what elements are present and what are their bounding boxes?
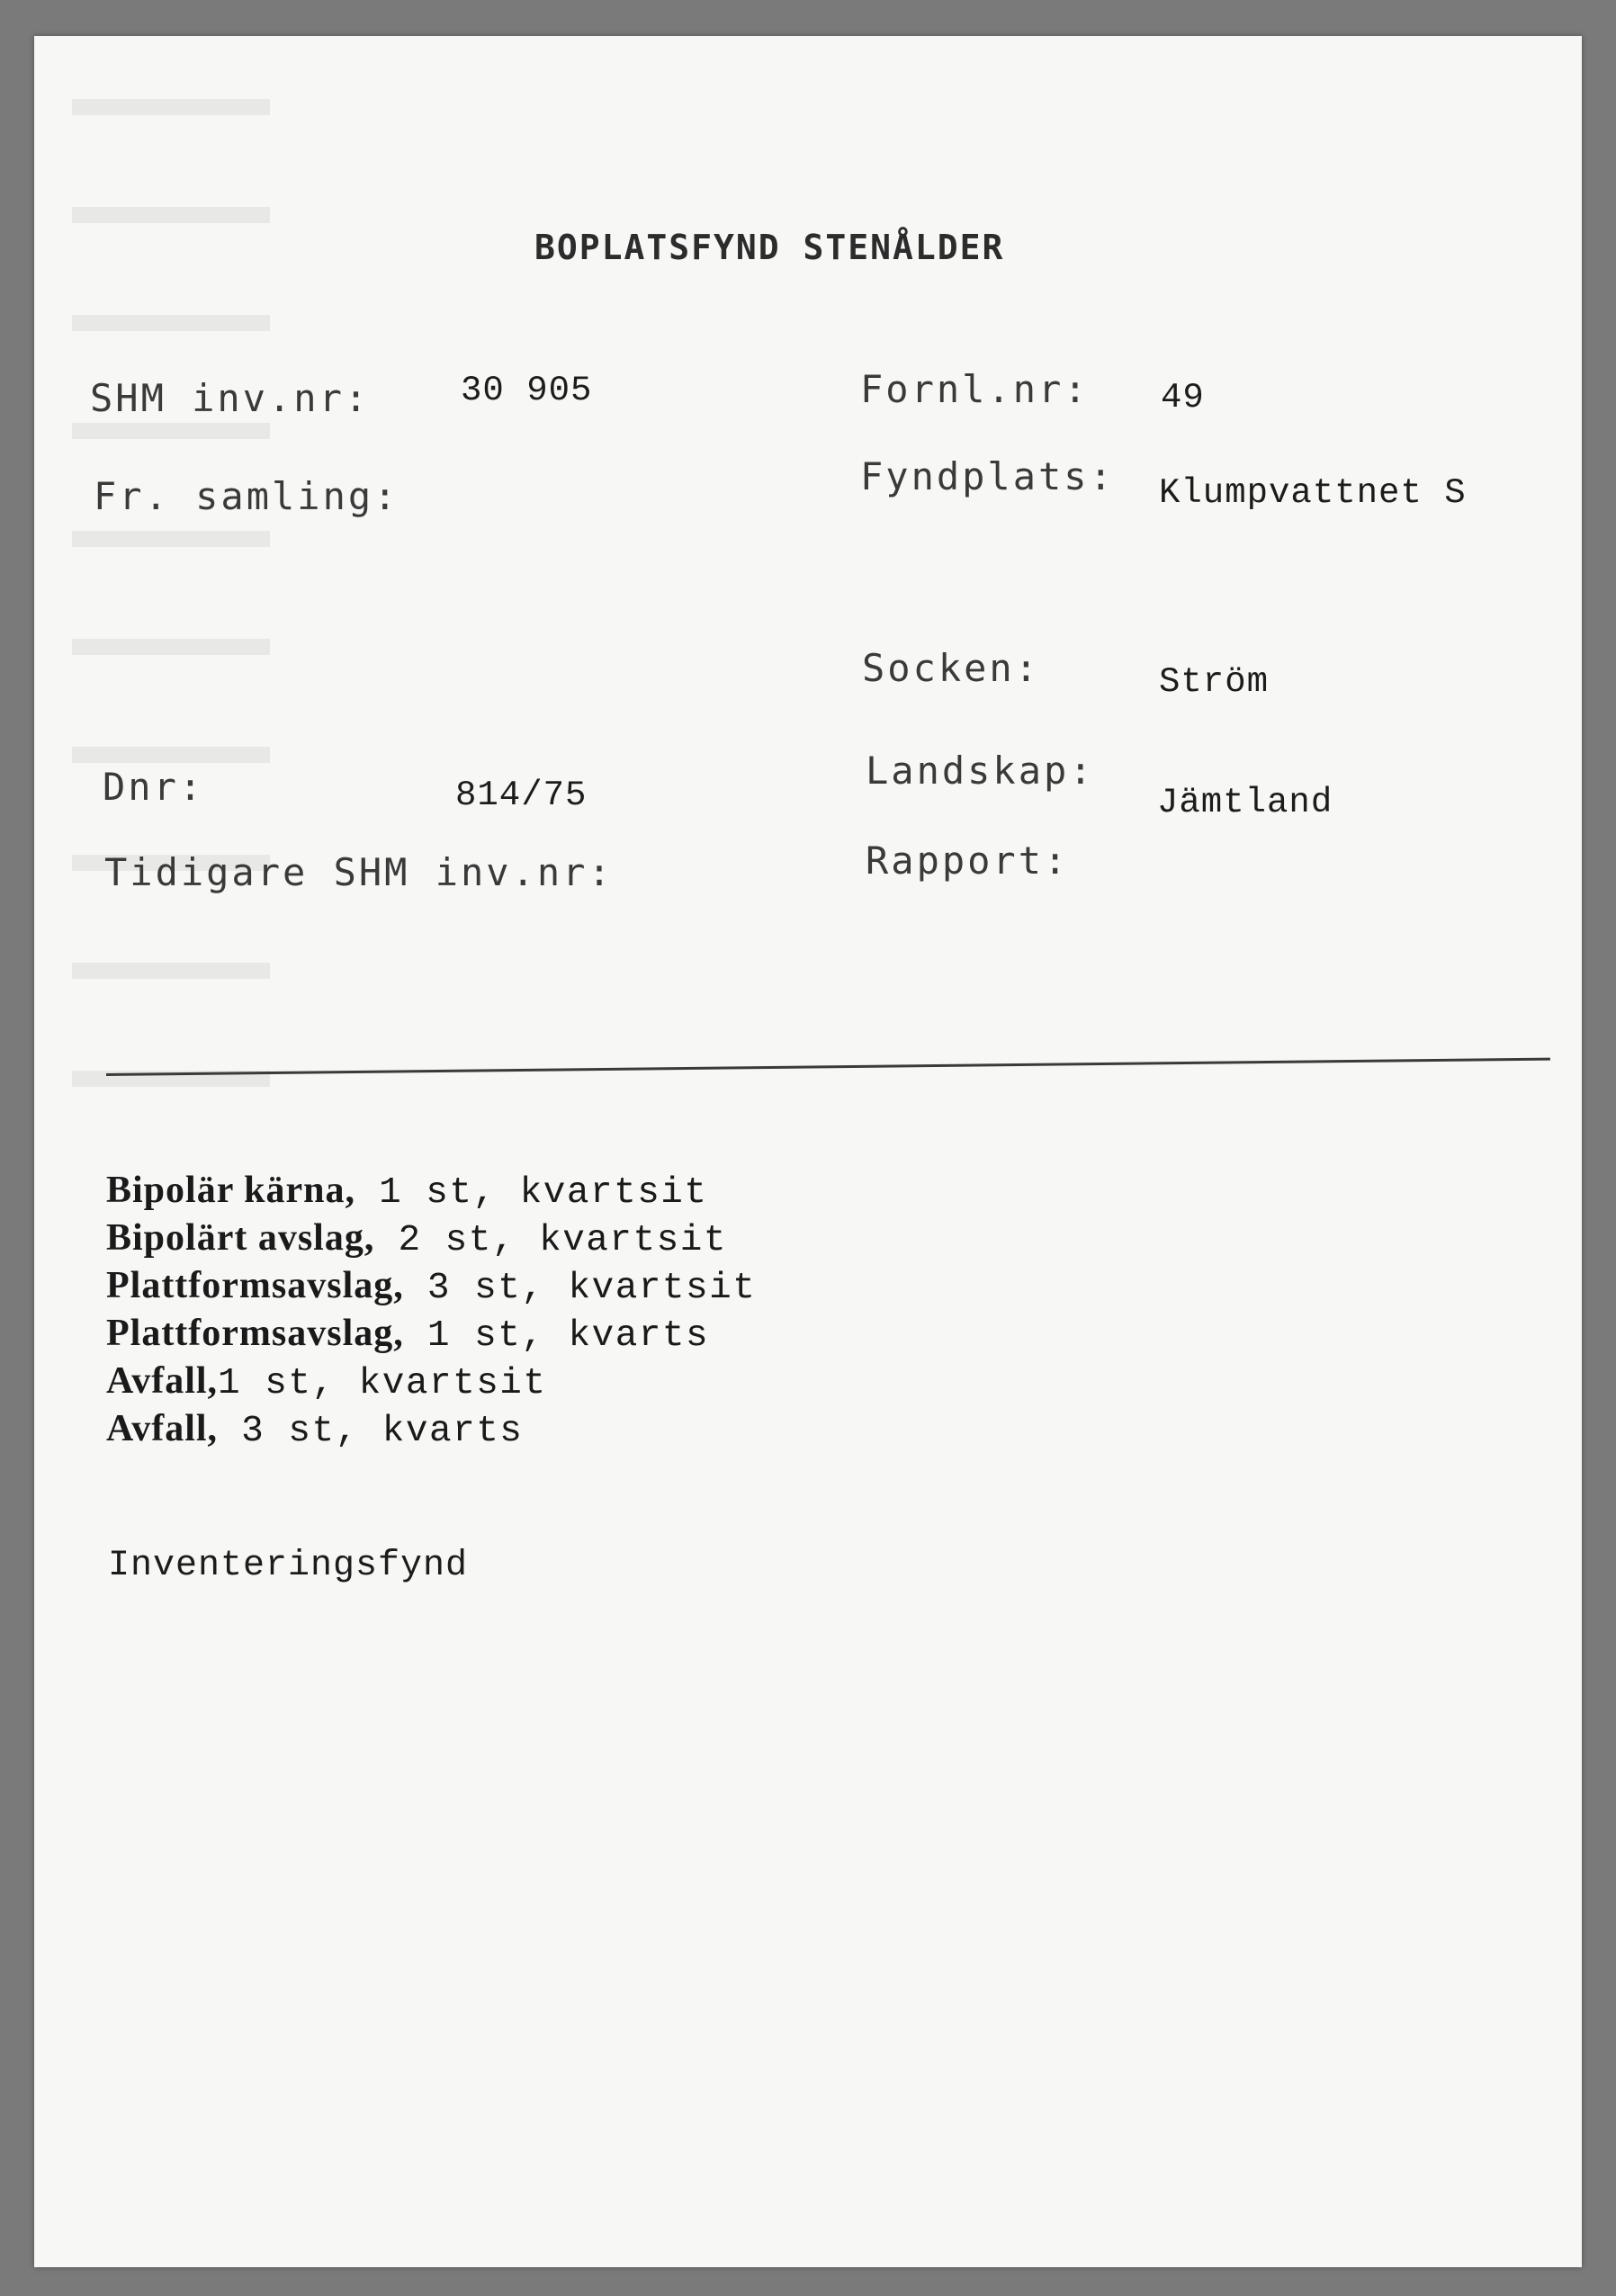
socken-value: Ström <box>1159 662 1270 702</box>
find-detail: 3 st, kvartsit <box>426 1268 757 1309</box>
fyndplats-label: Fyndplats: <box>860 454 1115 498</box>
find-item <box>106 1406 756 1454</box>
landskap-value: Jämtland <box>1157 783 1333 822</box>
find-detail: 1 st, kvarts <box>426 1315 710 1357</box>
tidigare-shm-inv-nr-label: Tidigare SHM inv.nr: <box>104 850 614 894</box>
find-name: Plattformsavslag, <box>106 1265 404 1306</box>
fornl-nr-label: Fornl.nr: <box>860 367 1090 411</box>
find-item <box>106 1311 756 1359</box>
rapport-label: Rapport: <box>866 839 1070 883</box>
finds-list <box>106 1168 756 1454</box>
find-item <box>106 1359 756 1406</box>
find-name: Bipolärt avslag, <box>106 1217 375 1259</box>
find-detail: 2 st, kvartsit <box>398 1220 727 1261</box>
find-detail: 1 st, kvartsit <box>379 1172 708 1214</box>
find-name: Avfall, <box>106 1408 219 1449</box>
bleed-through-marks <box>72 99 270 1089</box>
find-name: Bipolär kärna, <box>106 1170 355 1211</box>
landskap-label: Landskap: <box>866 749 1095 793</box>
find-name: Plattformsavslag, <box>106 1313 404 1354</box>
inventory-note: Inventeringsfynd <box>108 1546 469 1586</box>
find-detail: 3 st, kvarts <box>241 1411 524 1452</box>
socken-label: Socken: <box>862 646 1041 690</box>
shm-inv-nr-label: SHM inv.nr: <box>90 376 371 420</box>
dnr-value: 814/75 <box>455 776 588 815</box>
card-title: BOPLATSFYND STENÅLDER <box>534 228 1005 267</box>
fr-samling-label: Fr. samling: <box>94 474 400 518</box>
dnr-label: Dnr: <box>103 765 205 809</box>
find-detail: 1 st, kvartsit <box>218 1363 547 1404</box>
find-item <box>106 1168 756 1215</box>
fornl-nr-value: 49 <box>1161 378 1205 417</box>
fyndplats-value: Klumpvattnet S <box>1159 473 1467 513</box>
find-name: Avfall, <box>106 1360 219 1402</box>
find-item <box>106 1215 756 1263</box>
find-item <box>106 1263 756 1311</box>
shm-inv-nr-value: 30 905 <box>461 371 593 410</box>
